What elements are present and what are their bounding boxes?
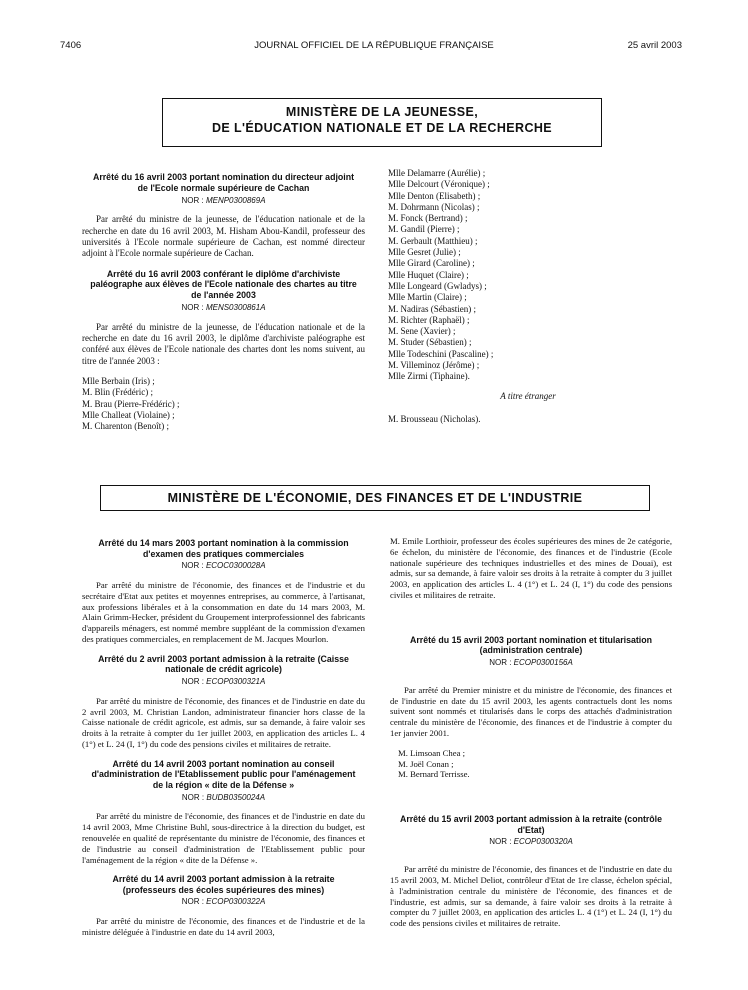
ministry-heading-line1: MINISTÈRE DE LA JEUNESSE, — [285, 105, 479, 119]
decree-text: Par arrêté du Premier ministre et du ministre de l'économie, des finances et de l'industrie en date du 15 avril 2003, les agents contractuels dont les noms suivent sont nommés et titularisés dans le corps des attachés d'administration centrale du ministère de l'économie, des finances et de l'industrie à compter du 1er janvier 2001. — [390, 684, 672, 738]
section2-left-column — [82, 538, 365, 947]
decree-credit-agricole — [82, 654, 365, 750]
decree-text: Par arrêté du ministre de l'économie, des finances et de l'industrie en date du 15 avril 2003, M. Michel Deliot, contrôleur d'Etat de 1re classe, échelon spécial, à l'administration centrale du ministère de l'économie, des finances et de l'industrie, est admis, sur sa demande, à faire valoir ses droits à la retraite à compter du 7 juillet 2003, en application des articles L. 4 (1°) et L. 24 (I, 1°) du code des pensions civiles et militaires de retraite. — [390, 864, 672, 929]
page-number: 7406 — [60, 40, 82, 51]
nor-code: ECOP0300156A — [513, 657, 573, 667]
list-item: M. Studer (Sébastien) ; — [388, 337, 472, 348]
decree-text: Par arrêté du ministre de l'économie, des finances et de l'industrie en date du 2 avril 2003, M. Christian Landon, administrateur financier hors classe de la Caisse nationale de crédit agricole, est admis, sur sa demande, à faire valoir ses droits à la retraite à compter du 1er juillet 2003, en application des articles L. 4 (1°) et L. 24 (I, 1°) du code des pensions civiles et militaires de retraite. — [82, 695, 365, 749]
list-item: M. Richter (Raphaël) ; — [388, 314, 470, 325]
decree-titularisation — [390, 635, 672, 780]
decree-title: Arrêté du 15 avril 2003 portant admission à la retraite (contrôle d'Etat) — [399, 814, 663, 835]
list-item: Mlle Girard (Caroline) ; — [388, 258, 475, 269]
decree-text: Par arrêté du ministre de l'économie, des finances et de l'industrie et de la ministre déléguée à l'industrie en date du 14 avril 2003, — [82, 916, 365, 938]
decree-title: Arrêté du 14 mars 2003 portant nomination à la commission d'examen des pratiques commerciales — [98, 538, 349, 559]
decree-text: Par arrêté du ministre de l'économie, des finances et de l'industrie et du secrétaire d'Etat aux petites et moyennes entreprises, au commerce, à l'artisanat, aux professions libérales et à la consommation en date du 14 mars 2003, M. Alain Grimm-Hecker, président du Groupement interprofessionnel des fabricants d'appareils ménagers, est nommé membre suppléant de la commission d'examen des pratiques commerciales, en remplacement de M. Jacques Mourlon. — [82, 579, 365, 644]
list-item: M. Sene (Xavier) ; — [388, 326, 456, 337]
list-item: Mlle Delcourt (Véronique) ; — [388, 179, 490, 190]
foreign-heading: A titre étranger — [500, 390, 556, 401]
page-date: 25 avril 2003 — [627, 40, 682, 51]
section1-right-column — [388, 168, 668, 425]
decree-text: Par arrêté du ministre de la jeunesse, de l'éducation nationale et de la recherche en date du 16 avril 2003, M. Hisham Abou-Kandil, professeur des universités à l'Ecole normale supérieure de Cachan, est nommé directeur adjoint à l'Ecole normale supérieure de Cachan. — [82, 214, 365, 259]
journal-title: JOURNAL OFFICIEL DE LA RÉPUBLIQUE FRANÇAISE — [254, 40, 494, 51]
decree-mines — [82, 874, 365, 938]
ministry-heading-education — [162, 98, 602, 147]
nor-code: MENP0300869A — [205, 196, 266, 206]
decree-cachan — [82, 172, 365, 260]
list-item: Mlle Todeschini (Pascaline) ; — [388, 348, 494, 359]
decree-commission — [82, 538, 365, 645]
decree-text: Par arrêté du ministre de la jeunesse, de l'éducation nationale et de la recherche en date du 16 avril 2003, le diplôme d'archiviste paléographe est conféré aux élèves de l'Ecole nationale des chartes dont les noms suivent, au titre de l'année 2003 : — [82, 321, 365, 366]
nor-reference: NOR : ECOP0300321A — [181, 676, 266, 686]
decree-title: Arrêté du 14 avril 2003 portant nomination au conseil d'administration de l'Etablissement public pour l'aménagement de la région « dite de la Défense » — [91, 758, 356, 790]
list-item: Mlle Gesret (Julie) ; — [388, 247, 461, 258]
decree-defense — [82, 759, 365, 866]
decree-controle-etat — [390, 814, 672, 929]
list-item: M. Fonck (Bertrand) ; — [388, 213, 468, 224]
list-item: Mlle Zirmi (Tiphaine). — [388, 371, 470, 382]
decree-title: Arrêté du 2 avril 2003 portant admission à la retraite (Caisse nationale de crédit agricole) — [98, 653, 349, 675]
nor-reference: NOR : ECOC0300028A — [181, 561, 266, 571]
ministry-heading-line2: DE L'ÉDUCATION NATIONALE ET DE LA RECHERCHE — [211, 121, 553, 135]
laureate-list-left — [82, 376, 365, 432]
section2-right-column — [390, 536, 672, 938]
nor-reference: NOR : ECOP0300320A — [489, 837, 573, 847]
laureate-list-right — [388, 168, 668, 383]
list-item: M. Brau (Pierre-Frédéric) ; — [82, 398, 180, 409]
nor-reference: NOR : ECOP0300156A — [489, 657, 573, 667]
agent-list — [390, 748, 672, 780]
ministry-heading-text: MINISTÈRE DE L'ÉCONOMIE, DES FINANCES ET DE L'INDUSTRIE — [167, 491, 583, 505]
decree-title: Arrêté du 15 avril 2003 portant nomination et titularisation (administration centrale) — [410, 634, 652, 656]
list-item: M. Dohrmann (Nicolas) ; — [388, 201, 480, 212]
list-item: Mlle Delamarre (Aurélie) ; — [388, 168, 486, 178]
list-item: M. Gerbault (Matthieu) ; — [388, 235, 478, 246]
nor-reference: NOR : ECOP0300322A — [181, 897, 266, 907]
nor-reference: NOR : MENS0300861A — [181, 303, 266, 313]
list-item: M. Bernard Terrisse. — [398, 769, 470, 780]
nor-code: ECOP0300322A — [206, 897, 266, 907]
list-item: Mlle Challeat (Violaine) ; — [82, 409, 175, 420]
decree-title: Arrêté du 16 avril 2003 portant nomination du directeur adjoint de l'Ecole normale supérieure de Cachan — [92, 172, 355, 193]
list-item: M. Villeminoz (Jérôme) ; — [388, 360, 480, 371]
decree-text: Par arrêté du ministre de l'économie, des finances et de l'industrie en date du 14 avril 2003, Mme Christine Buhl, sous-directrice à la direction du budget, est renouvelée en qualité de représentante du ministre de l'économie, des finances et de l'industrie au conseil d'administration de l'Etablissement public pour l'aménagement de la région « dite de la Défense ». — [82, 811, 365, 865]
decree-title: Arrêté du 14 avril 2003 portant admission à la retraite (professeurs des écoles supérieures des mines) — [112, 874, 335, 895]
foreign-laureate: M. Brousseau (Nicholas). — [388, 413, 481, 424]
section1-left-column — [82, 172, 365, 432]
nor-code: MENS0300861A — [205, 303, 266, 313]
ministry-heading-economy — [100, 485, 650, 511]
list-item: Mlle Longeard (Gwladys) ; — [388, 280, 487, 291]
list-item: M. Nadiras (Sébastien) ; — [388, 303, 476, 314]
nor-reference: NOR : MENP0300869A — [181, 196, 266, 206]
decree-text-continued: M. Emile Lorthioir, professeur des écoles supérieures des mines de 2e catégorie, 6e échelon, du ministère de l'économie, des finances et de l'industrie (Ecole nationale supérieure des techniques industrielles et des mines de Douai), est admis, sur sa demande, à faire valoir ses droits à la retraite à compter du 3 juillet 2003, en application des articles L. 4 (1°) et L. 24 (I, 1°) du code des pensions civiles et militaires de retraite. — [390, 536, 672, 600]
list-item: Mlle Denton (Elisabeth) ; — [388, 190, 481, 201]
list-item: Mlle Martin (Claire) ; — [388, 292, 467, 303]
list-item: Mlle Berbain (Iris) ; — [82, 375, 155, 386]
nor-code: BUDB0350024A — [206, 792, 266, 802]
list-item: Mlle Huquet (Claire) ; — [388, 269, 469, 280]
nor-code: ECOC0300028A — [205, 561, 266, 571]
list-item: M. Joël Conan ; — [398, 758, 454, 769]
nor-reference: NOR : BUDB0350024A — [181, 792, 266, 802]
nor-code: ECOP0300320A — [513, 837, 573, 847]
list-item: M. Charenton (Benoît) ; — [82, 421, 169, 432]
nor-code: ECOP0300321A — [206, 676, 266, 686]
decree-title: Arrêté du 16 avril 2003 conférant le diplôme d'archiviste paléographe aux élèves de l'Ecole nationale des chartes au titre de l'année 2003 — [90, 268, 357, 300]
decree-chartes — [82, 269, 365, 433]
list-item: M. Gandil (Pierre) ; — [388, 224, 460, 235]
list-item: M. Limsoan Chea ; — [398, 747, 466, 758]
list-item: M. Blin (Frédéric) ; — [82, 387, 153, 398]
